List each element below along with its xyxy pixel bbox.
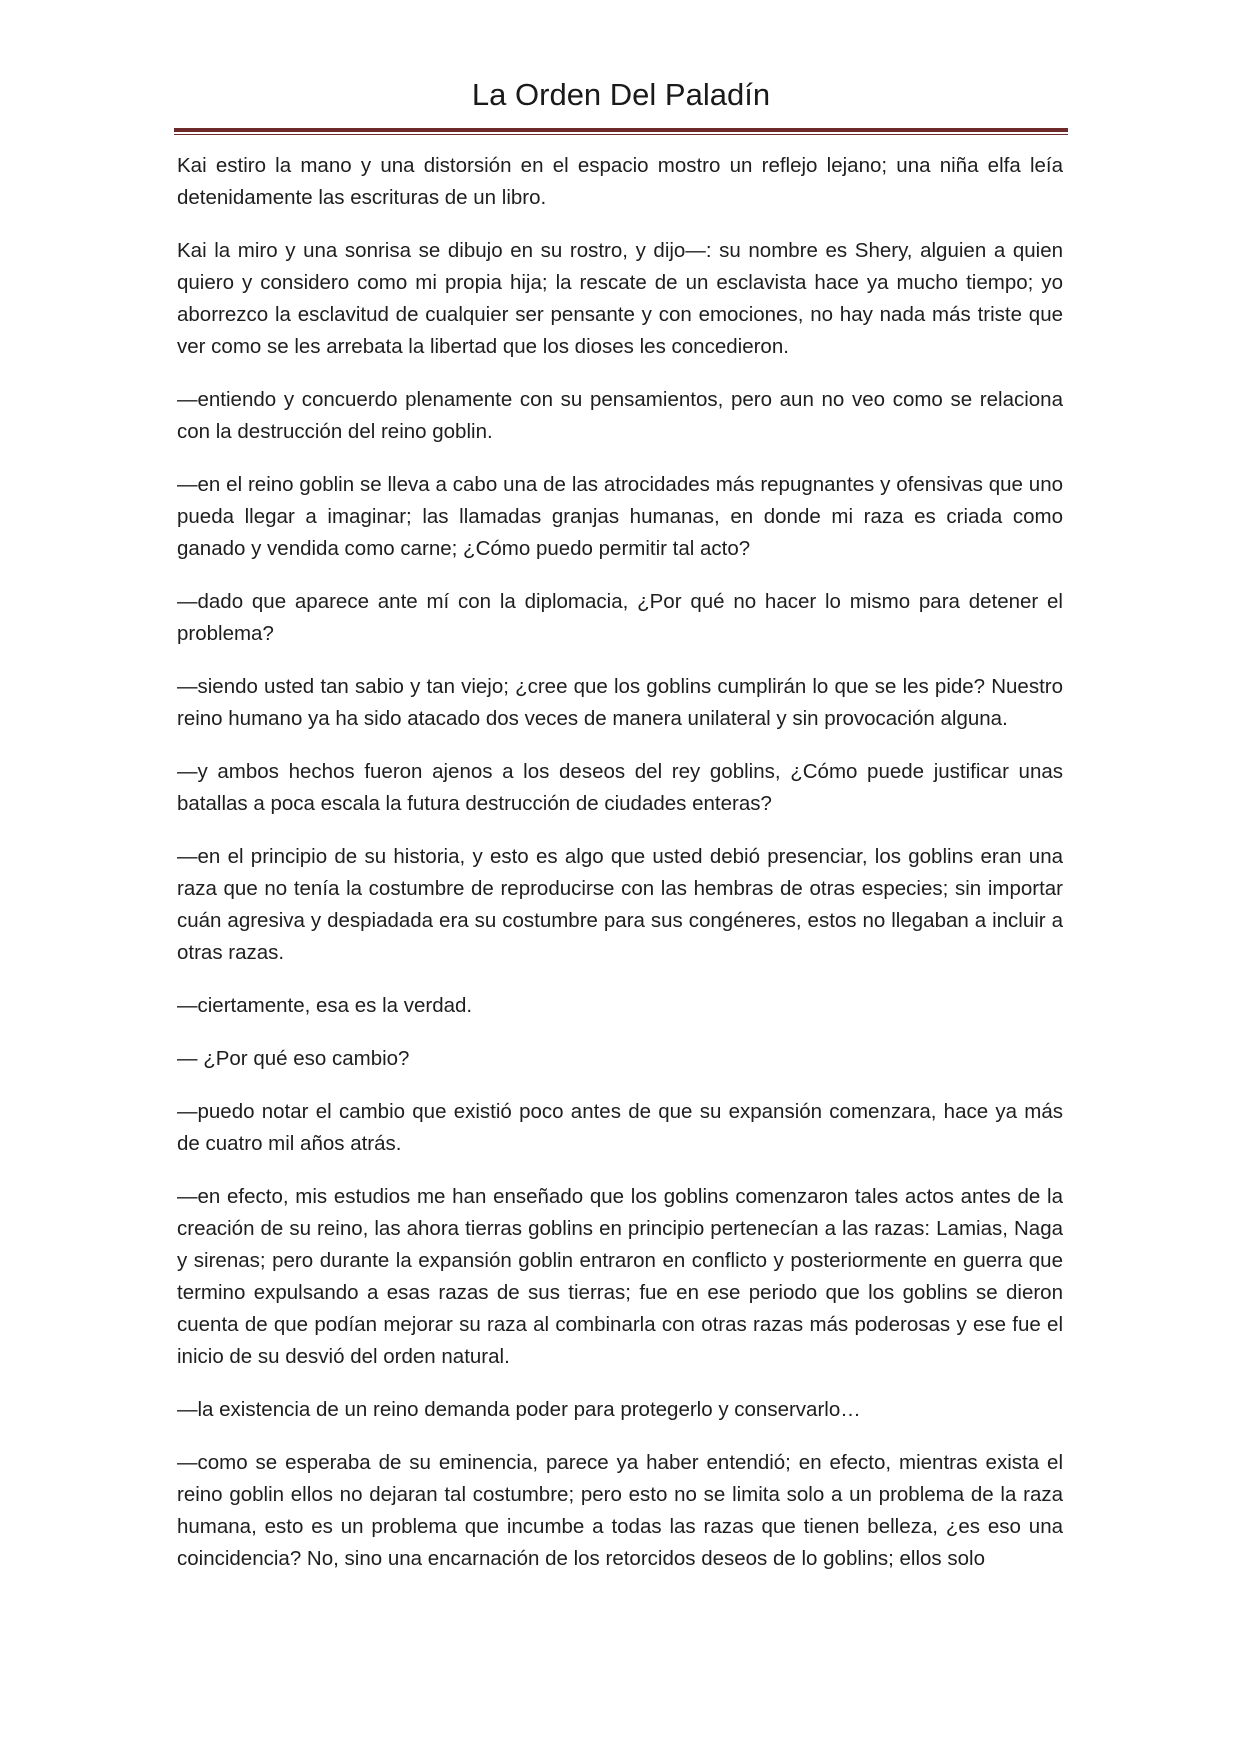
paragraph: —la existencia de un reino demanda poder para protegerlo y conservarlo…: [177, 1398, 861, 1421]
paragraph: —puedo notar el cambio que existió poco antes de que su expansión comenzara, hace ya más de cuatro mil años atrás.: [177, 1100, 1063, 1155]
paragraph: Kai la miro y una sonrisa se dibujo en su rostro, y dijo—: su nombre es Shery, alguien a quien quiero y considero como mi propia hija; la rescate de un esclavista hace ya mucho tiempo; yo aborrezco la esclavitud de cualquier ser pensante y con emociones, no hay nada más triste que ver como se les arrebata la libertad que los dioses les concedieron.: [177, 239, 1063, 358]
paragraph: —ciertamente, esa es la verdad.: [177, 994, 473, 1017]
paragraph: —en el principio de su historia, y esto es algo que usted debió presenciar, los goblins eran una raza que no tenía la costumbre de reproducirse con las hembras de otras especies; sin importar cuán agresiva y despiadada era su costumbre para sus congéneres, estos no llegaban a incluir a otras razas.: [177, 845, 1063, 964]
paragraph: —en efecto, mis estudios me han enseñado que los goblins comenzaron tales actos antes de la creación de su reino, las ahora tierras goblins en principio pertenecían a las razas: Lamias, Naga y sirenas; pero durante la expansión goblin entraron en conflicto y posteriormente en guerra que termino expulsando a esas razas de sus tierras; fue en ese periodo que los goblins se dieron cuenta de que podían mejorar su raza al combinarla con otras razas más poderosas y ese fue el inicio de su desvió del orden natural.: [177, 1185, 1063, 1368]
paragraph: Kai estiro la mano y una distorsión en el espacio mostro un reflejo lejano; una niña elfa leía detenidamente las escrituras de un libro.: [177, 154, 1063, 209]
header-divider-thin: [174, 134, 1068, 135]
header-divider: [174, 128, 1068, 132]
paragraph: —dado que aparece ante mí con la diplomacia, ¿Por qué no hacer lo mismo para detener el problema?: [177, 590, 1063, 645]
body-text: [177, 150, 1063, 1596]
page-title: La Orden Del Paladín: [471, 77, 771, 112]
paragraph: —y ambos hechos fueron ajenos a los deseos del rey goblins, ¿Cómo puede justificar unas batallas a poca escala la futura destrucción de ciudades enteras?: [177, 760, 1063, 815]
paragraph: —siendo usted tan sabio y tan viejo; ¿cree que los goblins cumplirán lo que se les pide? Nuestro reino humano ya ha sido atacado dos veces de manera unilateral y sin provocación alguna.: [177, 675, 1063, 730]
page-header: [174, 66, 1068, 135]
paragraph: —en el reino goblin se lleva a cabo una de las atrocidades más repugnantes y ofensivas que uno pueda llegar a imaginar; las llamadas granjas humanas, en donde mi raza es criada como ganado y vendida como carne; ¿Cómo puedo permitir tal acto?: [177, 473, 1063, 560]
paragraph: —entiendo y concuerdo plenamente con su pensamientos, pero aun no veo como se relaciona con la destrucción del reino goblin.: [177, 388, 1063, 443]
paragraph: —como se esperaba de su eminencia, parece ya haber entendió; en efecto, mientras exista el reino goblin ellos no dejaran tal costumbre; pero esto no se limita solo a un problema de la raza humana, esto es un problema que incumbe a todas las razas que tienen belleza, ¿es eso una coincidencia? No, sino una encarnación de los retorcidos deseos de lo goblins; ellos solo: [177, 1451, 1063, 1570]
paragraph: — ¿Por qué eso cambio?: [177, 1047, 410, 1070]
